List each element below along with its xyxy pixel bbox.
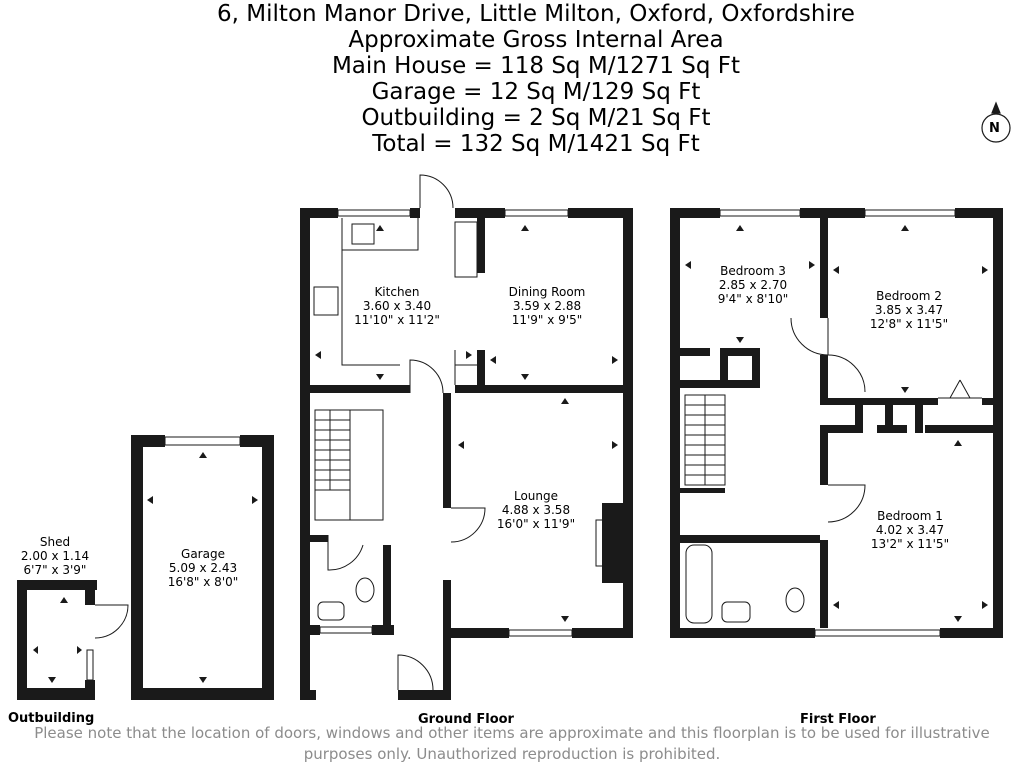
room-metric: 2.85 x 2.70 (718, 278, 788, 292)
door-swing (328, 535, 363, 570)
first-wall (680, 488, 725, 493)
first-wall (820, 218, 828, 318)
ground-wall (300, 690, 316, 700)
garage-wall (262, 435, 274, 700)
room-name: Lounge (513, 489, 559, 503)
window (87, 650, 93, 680)
ground-wall (372, 625, 394, 635)
floor-label-ground: Ground Floor (418, 712, 514, 727)
door-swing (95, 605, 128, 638)
room-label-bedroom3 (718, 264, 789, 306)
ground-wall (300, 208, 310, 700)
garage-wall (131, 435, 143, 700)
room-name: Bedroom 2 (876, 289, 942, 303)
disclaimer-line-1: Please note that the location of doors, windows and other items are approximate and this floorplan is to be used for illustrative (34, 724, 990, 742)
window (509, 630, 572, 636)
garage-area: Garage = 12 Sq M/129 Sq Ft (371, 79, 701, 105)
toilet-icon (356, 578, 374, 602)
first-wall (828, 398, 938, 405)
window (815, 630, 940, 636)
ground-wall (477, 218, 485, 273)
door-swing (410, 360, 443, 393)
window (865, 210, 955, 216)
door-swing (420, 175, 453, 208)
first-wall (885, 405, 893, 433)
first-wall (993, 208, 1003, 638)
first-wall (800, 208, 865, 218)
outbuilding-area: Outbuilding = 2 Sq M/21 Sq Ft (361, 105, 711, 131)
area-title: Approximate Gross Internal Area (348, 27, 724, 53)
basin-icon (318, 602, 344, 620)
compass-label: N (989, 121, 1000, 136)
door-swing (398, 655, 433, 690)
window (720, 210, 800, 216)
toilet-icon (786, 588, 804, 612)
ground-wall (623, 208, 633, 638)
first-wall (680, 348, 710, 356)
ground-wall (310, 625, 320, 635)
room-label-garage (168, 547, 239, 589)
ground-wall (602, 503, 623, 583)
first-wall (982, 398, 993, 405)
room-name: Dining Room (508, 285, 586, 299)
disclaimer-line-2: purposes only. Unauthorized reproduction is prohibited. (303, 745, 721, 763)
room-name: Bedroom 1 (877, 509, 943, 523)
ground-wall (383, 545, 391, 625)
room-metric: 3.85 x 3.47 (874, 303, 944, 317)
address-title: 6, Milton Manor Drive, Little Milton, Oxford, Oxfordshire (217, 1, 855, 27)
room-metric: 5.09 x 2.43 (168, 561, 238, 575)
first-wall (915, 405, 923, 433)
room-name: Bedroom 3 (720, 264, 786, 278)
room-label-dining (509, 285, 586, 327)
window (165, 437, 240, 445)
room-imperial: 11'10" x 11'2" (354, 313, 440, 327)
ground-wall (443, 393, 451, 508)
room-imperial: 16'0" x 11'9" (496, 517, 576, 531)
cupboard (455, 222, 477, 277)
first-wall (680, 535, 820, 543)
first-wall (925, 425, 1003, 433)
first-wall (940, 628, 1003, 638)
shed-wall (17, 688, 95, 700)
first-wall (820, 540, 828, 628)
basin-icon (722, 602, 750, 622)
room-imperial: 13'2" x 11'5" (870, 537, 950, 551)
room-name: Shed (39, 535, 71, 549)
room-label-shed (21, 535, 89, 577)
ground-wall (572, 628, 633, 638)
first-wall (680, 380, 760, 388)
ground-wall (443, 628, 509, 638)
room-metric: 4.88 x 3.58 (501, 503, 571, 517)
door-swing (828, 485, 865, 522)
ground-wall (443, 580, 451, 628)
ground-wall (310, 535, 328, 542)
hob-icon (314, 287, 338, 315)
room-metric: 4.02 x 3.47 (875, 523, 945, 537)
room-metric: 3.59 x 2.88 (512, 299, 582, 313)
stairs (685, 395, 725, 485)
total-area: Total = 132 Sq M/1421 Sq Ft (372, 131, 700, 157)
ground-wall (398, 690, 451, 700)
window (338, 210, 410, 216)
room-metric: 3.60 x 3.40 (362, 299, 432, 313)
shed-wall (17, 580, 27, 700)
ground-wall (455, 208, 505, 218)
room-label-bedroom2 (870, 289, 948, 331)
ground-wall (477, 350, 485, 393)
window (505, 210, 568, 216)
ground-wall (310, 385, 410, 393)
first-wall (670, 628, 815, 638)
room-imperial: 12'8" x 11'5" (869, 317, 949, 331)
room-label-lounge (497, 489, 575, 531)
room-imperial: 11'9" x 9'5" (511, 313, 583, 327)
stairs (315, 410, 350, 520)
shed-wall (85, 580, 95, 605)
bath-icon (686, 545, 712, 623)
door-swing (938, 380, 982, 398)
first-wall (855, 405, 863, 433)
floor-label-first: First Floor (800, 712, 876, 727)
stairs (315, 410, 383, 520)
room-imperial: 6'7" x 3'9" (23, 563, 87, 577)
sink-icon (352, 224, 374, 244)
ground-wall (443, 628, 451, 700)
room-name: Garage (181, 547, 225, 561)
room-metric: 2.00 x 1.14 (20, 549, 90, 563)
door-swing (828, 355, 865, 392)
room-label-bedroom1 (871, 509, 949, 551)
room-imperial: 9'4" x 8'10" (717, 292, 789, 306)
door-swing (451, 508, 485, 542)
room-label-kitchen (354, 285, 440, 327)
main-house-area: Main House = 118 Sq M/1271 Sq Ft (331, 53, 741, 79)
first-wall (820, 425, 828, 485)
garage-wall (131, 688, 274, 700)
first-wall (670, 208, 680, 638)
room-imperial: 16'8" x 8'0" (167, 575, 239, 589)
window (320, 627, 372, 633)
door-swing (791, 318, 828, 355)
room-name: Kitchen (374, 285, 420, 299)
ground-wall (410, 208, 420, 218)
floor-label-outbuilding: Outbuilding (8, 711, 95, 726)
first-wall (820, 355, 828, 405)
